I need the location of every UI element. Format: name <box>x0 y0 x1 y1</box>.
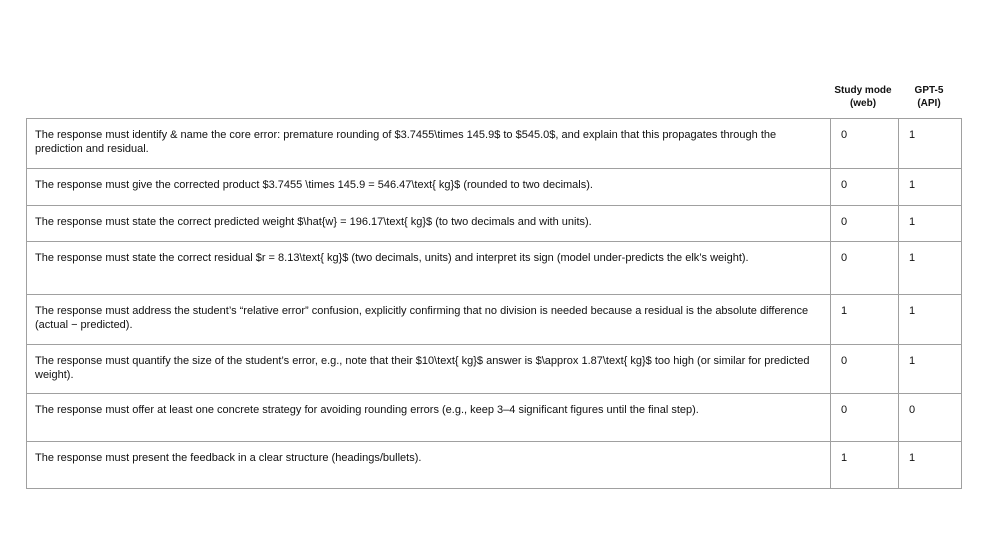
study-mode-score: 0 <box>831 169 899 206</box>
gpt5-score: 0 <box>899 394 962 442</box>
study-mode-score: 0 <box>831 394 899 442</box>
table-row <box>27 169 962 206</box>
gpt5-score: 1 <box>899 119 962 169</box>
gpt5-score: 1 <box>899 169 962 206</box>
table-row <box>27 119 962 169</box>
criterion-cell: The response must identify & name the core error: premature rounding of $3.7455\times 145.9$ to $545.0$, and explain that this propagates through the prediction and residual. <box>27 119 831 169</box>
criterion-cell: The response must state the correct residual $r = 8.13\text{ kg}$ (two decimals, units) and interpret its sign (model under-predicts the elk’s weight). <box>27 242 831 295</box>
column-header-study-mode-line1: Study mode <box>834 85 892 96</box>
criterion-cell: The response must quantify the size of the student’s error, e.g., note that their $10\text{ kg}$ answer is $\approx 1.87\text{ kg}$ too high (or similar for predicted weight). <box>27 345 831 394</box>
column-header-study-mode-line2: (web) <box>849 98 877 109</box>
column-header-study-mode <box>828 84 898 110</box>
column-header-gpt5-line2: (API) <box>917 98 941 109</box>
study-mode-score: 1 <box>831 442 899 489</box>
table-row <box>27 442 962 489</box>
criterion-cell: The response must give the corrected product $3.7455 \times 145.9 = 546.47\text{ kg}$ (rounded to two decimals). <box>27 169 831 206</box>
gpt5-score: 1 <box>899 442 962 489</box>
criterion-cell: The response must present the feedback in a clear structure (headings/bullets). <box>27 442 831 489</box>
table-row <box>27 394 962 442</box>
table-row <box>27 345 962 394</box>
table-row <box>27 206 962 242</box>
gpt5-score: 1 <box>899 345 962 394</box>
study-mode-score: 0 <box>831 345 899 394</box>
table-header <box>0 84 987 116</box>
gpt5-score: 1 <box>899 242 962 295</box>
study-mode-score: 0 <box>831 119 899 169</box>
criterion-cell: The response must offer at least one concrete strategy for avoiding rounding errors (e.g., keep 3–4 significant figures until the final step). <box>27 394 831 442</box>
gpt5-score: 1 <box>899 206 962 242</box>
column-header-gpt5 <box>898 84 960 110</box>
criterion-cell: The response must state the correct predicted weight $\hat{w} = 196.17\text{ kg}$ (to two decimals and with units). <box>27 206 831 242</box>
study-mode-score: 0 <box>831 242 899 295</box>
criterion-cell: The response must address the student’s “relative error” confusion, explicitly confirming that no division is needed because a residual is the absolute difference (actual − predicted). <box>27 295 831 345</box>
rubric-table-body <box>27 119 962 489</box>
column-header-gpt5-line1: GPT-5 <box>914 85 944 96</box>
study-mode-score: 1 <box>831 295 899 345</box>
table-row <box>27 295 962 345</box>
study-mode-score: 0 <box>831 206 899 242</box>
table-row <box>27 242 962 295</box>
rubric-table <box>26 118 962 489</box>
gpt5-score: 1 <box>899 295 962 345</box>
